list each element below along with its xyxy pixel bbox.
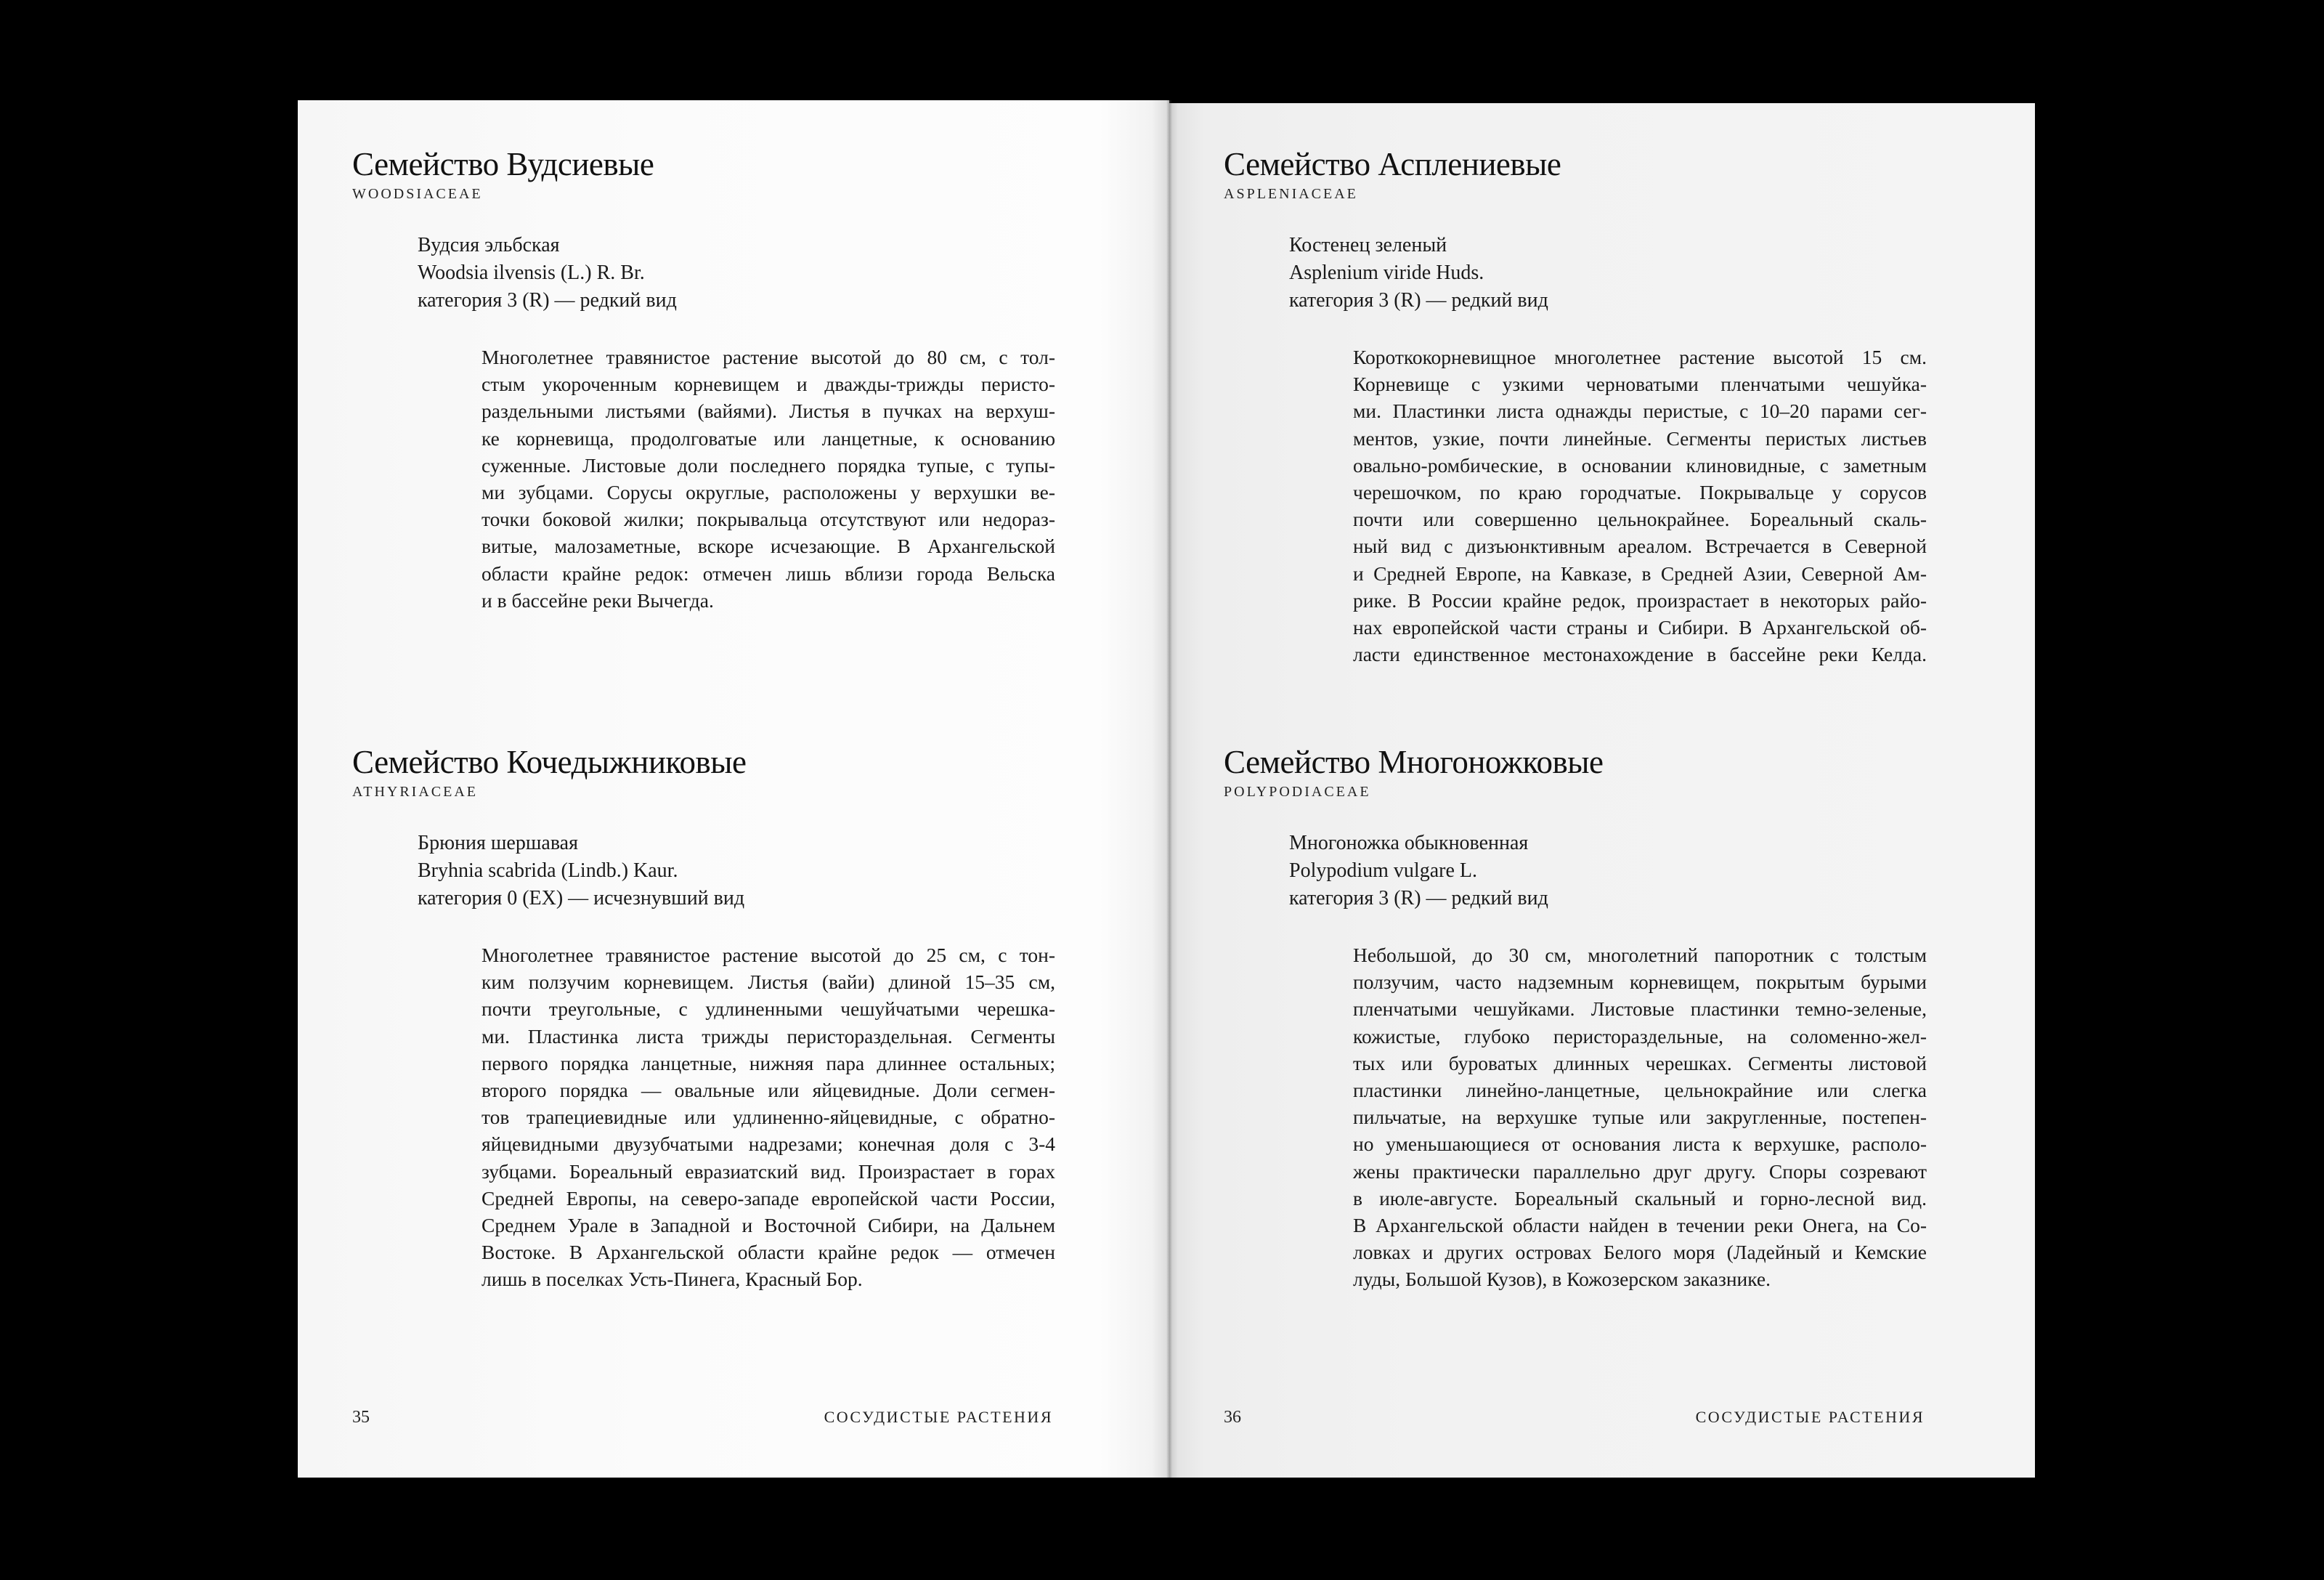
description-line: ловках и других островах Белого моря (Ладейный и Кемские (1353, 1241, 1927, 1264)
species-name-ru: Многоножка обыкновенная (1289, 832, 1529, 854)
description-line: но уменьшающиеся от основания листа к верхушке, располо- (1353, 1133, 1927, 1156)
description-line: второго порядка — овальные или яйцевидные. Доли сегмен- (482, 1079, 1055, 1102)
description-line: в июле-августе. Бореальный скальный и горно-лесной вид. (1353, 1186, 1927, 1210)
conservation-category: категория 0 (EX) — исчезнувший вид (418, 887, 745, 909)
description-line: витые, малозаметные, вскоре исчезающие. В Архангельской (482, 535, 1055, 558)
species-name-ru: Костенец зеленый (1289, 234, 1447, 256)
description-line: тов трапециевидные или удлиненно-яйцевидные, с обратно- (482, 1106, 1055, 1129)
description-line: Средней Европы, на северо-западе европейской части России, (482, 1186, 1055, 1210)
description-line: ке корневища, продолговатые или ланцетные, к основанию (482, 426, 1055, 450)
description-line: пленчатыми чешуйками. Листовые пластинки темно-зеленые, (1353, 997, 1927, 1021)
description-line: и в бассейне реки Вычегда. (482, 588, 714, 612)
book-gutter (1166, 100, 1172, 1478)
family-latin-name: WOODSIACEAE (352, 186, 483, 202)
description-line: области крайне редок: отмечен лишь вблизи города Вельска (482, 562, 1055, 585)
species-header (418, 830, 1055, 912)
description-line: пластинки линейно-ланцетные, цельнокрайние или слегка (1353, 1079, 1927, 1102)
description-line: ментов, узкие, почти линейные. Сегменты перистых листьев (1353, 426, 1927, 450)
description-line: Многолетнее травянистое растение высотой до 80 см, с тол- (482, 346, 1055, 368)
description-line: пильчатые, на верхушке тупые или закругленные, постепен- (1353, 1106, 1927, 1129)
description-line: почти или совершенно цельнокрайнее. Бореальный скаль- (1353, 508, 1927, 531)
description-line: нах европейской части страны и Сибири. В Архангельской об- (1353, 616, 1927, 639)
description-line: первого порядка ланцетные, нижняя пара длиннее остальных; (482, 1051, 1055, 1074)
description-line: точки боковой жилки; покрывальца отсутствуют или недораз- (482, 508, 1055, 531)
family-title: Семейство Асплениевые (1224, 146, 1561, 182)
description-line: ползучим, часто надземным корневищем, покрытым бурыми (1353, 971, 1927, 994)
description-line: раздельными листьями (вайями). Листья в пучках на верхуш- (482, 400, 1055, 423)
description-line: зубцами. Бореальный евразиатский вид. Произрастает в горах (482, 1159, 1055, 1183)
description-line: рике. В России крайне редок, произрастает в некоторых райо- (1353, 588, 1927, 612)
description-line: луды, Большой Кузов), в Кожозерском заказнике. (1353, 1268, 1771, 1291)
description-line: Короткокорневищное многолетнее растение высотой 15 см. (1353, 346, 1927, 368)
description-line: Небольшой, до 30 см, многолетний папоротник с толстым (1353, 944, 1927, 966)
description-line: тых или буроватых длинных черешках. Сегменты листовой (1353, 1051, 1927, 1074)
conservation-category: категория 3 (R) — редкий вид (1289, 289, 1548, 312)
family-section-polypodiaceae (1224, 743, 1927, 1293)
description-line: ный вид с дизъюнктивным ареалом. Встречается в Северной (1353, 535, 1927, 558)
page-number: 36 (1224, 1408, 1241, 1427)
description-line: ми. Пластинка листа трижды перистораздельная. Сегменты (482, 1024, 1055, 1048)
description-line: черешочком, по краю городчатые. Покрывальце у сорусов (1353, 481, 1927, 504)
family-section-aspleniaceae (1224, 145, 1927, 668)
species-name-latin: Woodsia ilvensis (L.) R. Br. (418, 262, 645, 284)
family-section-athyriaceae (352, 743, 1055, 1293)
description-line: Многолетнее травянистое растение высотой до 25 см, с тон- (482, 944, 1055, 966)
description-line: жены практически параллельно друг другу. Споры созревают (1353, 1159, 1927, 1183)
running-title: СОСУДИСТЫЕ РАСТЕНИЯ (1695, 1408, 1925, 1426)
description-line: Среднем Урале в Западной и Восточной Сибири, на Дальнем (482, 1214, 1055, 1237)
family-title: Семейство Вудсиевые (352, 146, 654, 182)
family-section-woodsiaceae (352, 145, 1055, 614)
page-footer (1224, 1408, 1925, 1427)
family-title: Семейство Многоножковые (1224, 744, 1604, 780)
species-name-latin: Asplenium viride Huds. (1289, 262, 1484, 284)
description-line: лишь в поселках Усть-Пинега, Красный Бор. (482, 1268, 863, 1291)
family-latin-name: ASPLENIACEAE (1224, 186, 1358, 202)
description-line: стым укороченным корневищем и дважды-трижды перисто- (482, 373, 1055, 396)
species-name-latin: Polypodium vulgare L. (1289, 859, 1477, 882)
description-line: суженные. Листовые доли последнего порядка тупые, с тупы- (482, 453, 1055, 477)
family-latin-name: ATHYRIACEAE (352, 784, 478, 800)
description-line: В Архангельской области найден в течении реки Онега, на Со- (1353, 1214, 1927, 1237)
right-page (1169, 103, 2035, 1478)
description-line: яйцевидными двузубчатыми надрезами; конечная доля с 3-4 (482, 1133, 1055, 1156)
description-line: ласти единственное местонахождение в бассейне реки Келда. (1353, 643, 1927, 666)
page-number: 35 (352, 1408, 370, 1427)
species-description (1353, 344, 1927, 668)
species-description (482, 941, 1055, 1293)
conservation-category: категория 3 (R) — редкий вид (1289, 887, 1548, 909)
description-line: ким ползучим корневищем. Листья (вайи) длиной 15–35 см, (482, 971, 1055, 994)
species-header (1289, 232, 1927, 315)
description-line: Корневище с узкими черноватыми пленчатыми чешуйка- (1353, 373, 1927, 396)
page-footer (352, 1408, 1053, 1427)
description-line: и Средней Европе, на Кавказе, в Средней Азии, Северной Ам- (1353, 562, 1927, 585)
family-title: Семейство Кочедыжниковые (352, 744, 747, 780)
species-name-latin: Bryhnia scabrida (Lindb.) Kaur. (418, 859, 678, 882)
species-header (418, 232, 1055, 315)
description-line: кожистые, глубоко перистораздельные, на соломенно-жел- (1353, 1024, 1927, 1048)
description-line: ми. Пластинки листа однажды перистые, с 10–20 парами сег- (1353, 400, 1927, 423)
species-description (1353, 941, 1927, 1293)
species-name-ru: Брюния шершавая (418, 832, 578, 854)
left-page (298, 100, 1169, 1478)
description-line: почти треугольные, с удлиненными чешуйчатыми черешка- (482, 997, 1055, 1021)
description-line: овально-ромбические, в основании клиновидные, с заметным (1353, 453, 1927, 477)
species-description (482, 344, 1055, 614)
species-name-ru: Вудсия эльбская (418, 234, 560, 256)
running-title: СОСУДИСТЫЕ РАСТЕНИЯ (824, 1408, 1053, 1426)
description-line: ми зубцами. Сорусы округлые, расположены у верхушки ве- (482, 481, 1055, 504)
conservation-category: категория 3 (R) — редкий вид (418, 289, 677, 312)
family-latin-name: POLYPODIACEAE (1224, 784, 1371, 800)
description-line: Востоке. В Архангельской области крайне редок — отмечен (482, 1241, 1055, 1264)
species-header (1289, 830, 1927, 912)
